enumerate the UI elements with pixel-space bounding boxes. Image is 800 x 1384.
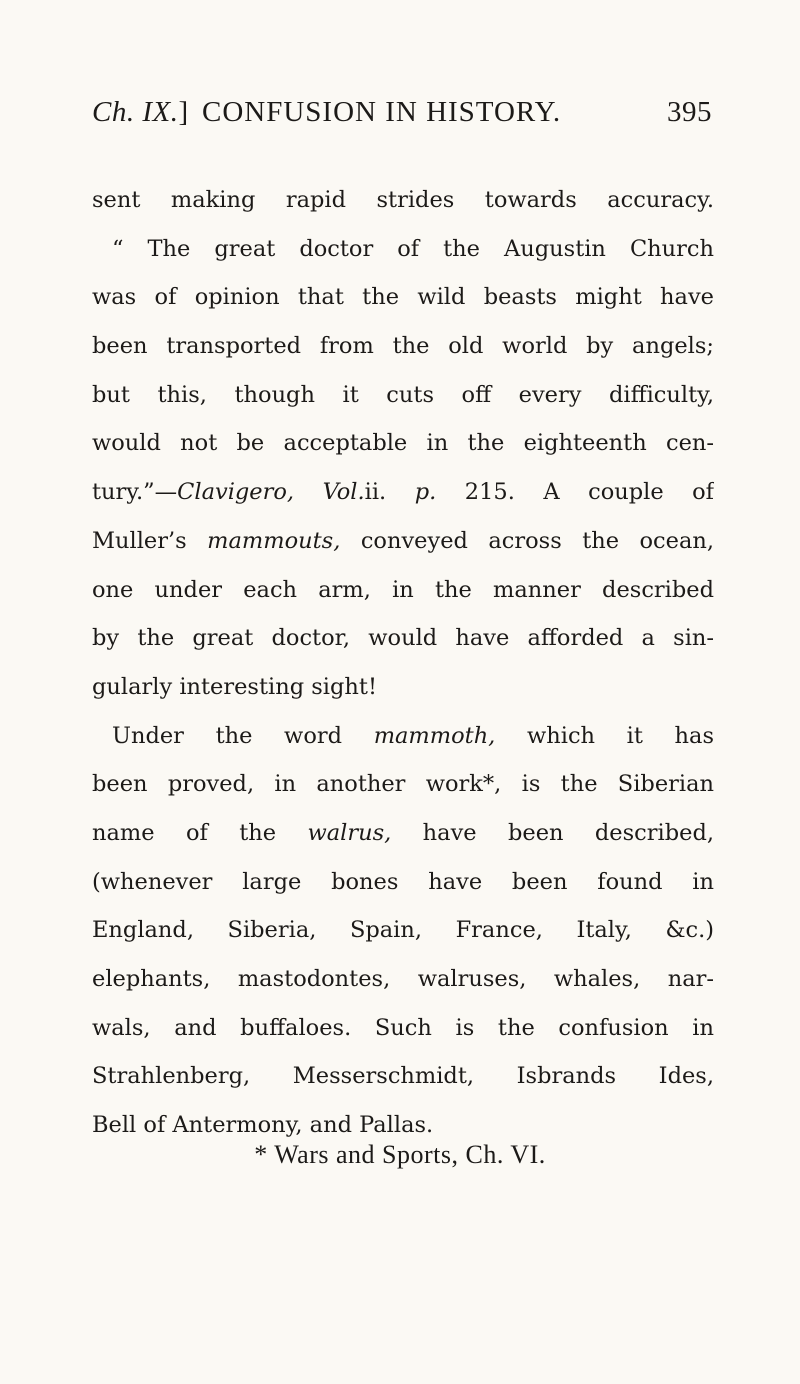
page-number: 395: [667, 96, 712, 128]
line-fragment: Muller’s: [92, 527, 187, 554]
text-line: by the great doctor, would have afforded a sin-: [92, 625, 714, 652]
text-line: sent making rapid strides towards accuracy.: [92, 187, 714, 213]
text-line: one under each arm, in the manner described: [92, 576, 714, 603]
line-fragment: which it has: [527, 722, 714, 749]
running-head: [92, 96, 712, 136]
line-fragment: name of the: [92, 819, 277, 846]
italic-term: walrus,: [307, 819, 392, 846]
italic-term: mammouts,: [207, 527, 341, 554]
citation-volume-label: Vol.: [322, 479, 365, 506]
text-line: [92, 517, 714, 566]
text-line: [92, 468, 714, 517]
text-line: but this, though it cuts off every difficulty,: [92, 381, 714, 408]
text-line: [92, 712, 714, 761]
citation-volume: ii.: [364, 479, 387, 506]
page-title: CONFUSION IN HISTORY.: [202, 96, 562, 128]
text-line: would not be acceptable in the eighteenth cen-: [92, 430, 714, 457]
line-fragment: 215. A couple of: [464, 479, 714, 506]
italic-term: mammoth,: [373, 722, 496, 749]
chapter-label: Ch. IX.: [92, 96, 179, 128]
citation-page-label: p.: [414, 479, 437, 506]
text-line: been transported from the old world by angels;: [92, 333, 714, 360]
line-fragment: tury.”—: [92, 479, 178, 506]
text-line: Strahlenberg, Messerschmidt, Isbrands Ides,: [92, 1063, 714, 1090]
line-fragment: conveyed across the ocean,: [360, 527, 714, 554]
text-line: elephants, mastodontes, walruses, whales, nar-: [92, 966, 714, 992]
line-fragment: Under the word: [112, 722, 343, 749]
text-line: “ The great doctor of the Augustin Church: [112, 235, 714, 262]
text-line: [92, 809, 714, 858]
text-line: (whenever large bones have been found in: [92, 868, 714, 895]
text-line: gularly interesting sight!: [92, 673, 377, 700]
citation-author: Clavigero,: [177, 479, 295, 506]
text-line: Bell of Antermony, and Pallas.: [92, 1112, 434, 1139]
line-fragment: have been described,: [422, 819, 714, 846]
text-line: was of opinion that the wild beasts might have: [92, 284, 714, 311]
text-line: been proved, in another work*, is the Siberian: [92, 771, 714, 798]
chapter-reference: [92, 96, 189, 129]
body-text: [92, 176, 714, 1150]
text-line: England, Siberia, Spain, France, Italy, &c.): [92, 917, 714, 944]
chapter-bracket: ]: [178, 96, 189, 128]
footnote: * Wars and Sports, Ch. VI.: [254, 1140, 546, 1169]
text-line: wals, and buffaloes. Such is the confusion in: [92, 1014, 714, 1041]
